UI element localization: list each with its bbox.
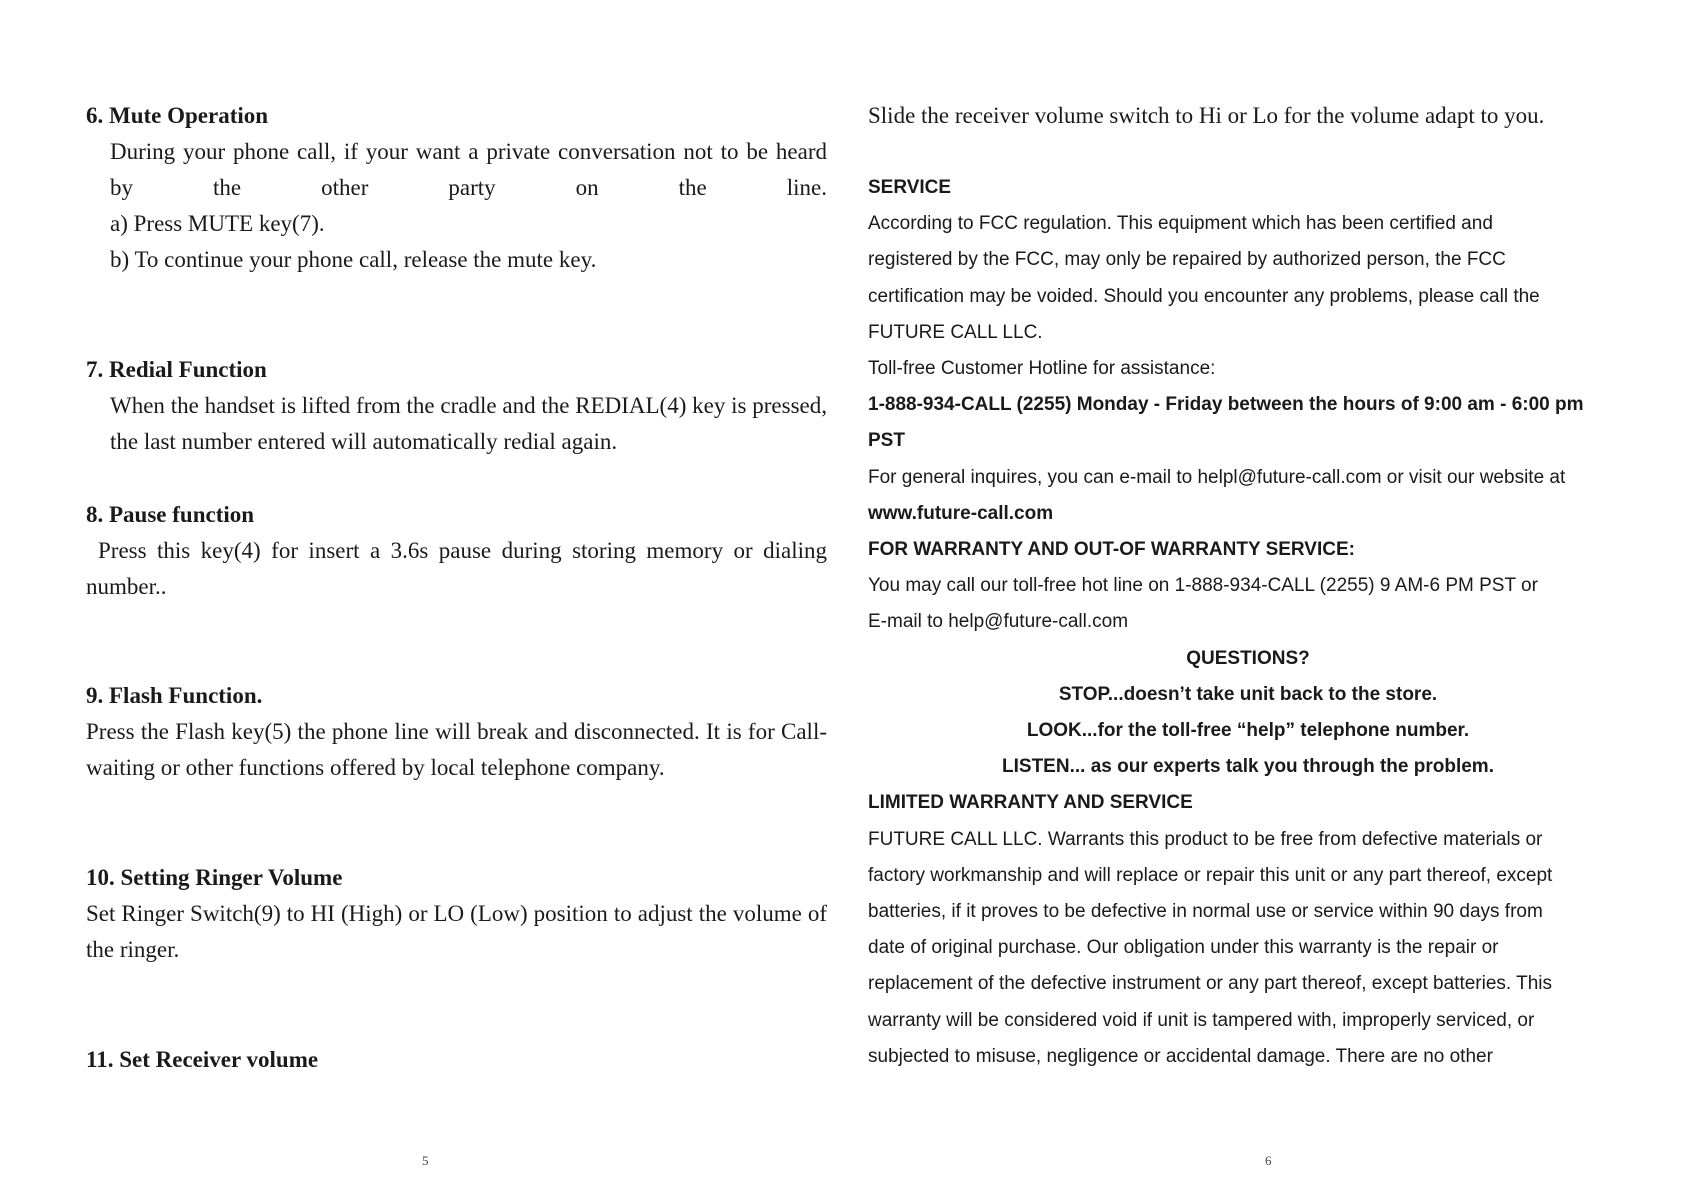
questions-heading: QUESTIONS?: [1186, 647, 1310, 669]
right-page: [868, 0, 1628, 1190]
text-line: subjected to misuse, negligence or accidental damage. There are no other: [868, 1045, 1493, 1067]
section-heading: 7. Redial Function: [86, 357, 267, 382]
hotline-timezone: PST: [868, 430, 905, 452]
limited-warranty-heading: LIMITED WARRANTY AND SERVICE: [868, 792, 1193, 814]
page-number-right: 6: [1265, 1153, 1272, 1168]
text-line: factory workmanship and will replace or repair this unit or any part thereof, except: [868, 864, 1553, 886]
left-page: [86, 0, 827, 1190]
section-mute-operation: [86, 98, 827, 278]
website-link[interactable]: www.future-call.com: [868, 502, 1054, 524]
section-paragraph: Press this key(4) for insert a 3.6s pause during storing memory or dialing number..: [86, 538, 827, 600]
text-line: certification may be voided. Should you encounter any problems, please call the: [868, 285, 1540, 307]
page-number-left: 5: [422, 1153, 429, 1168]
text-line: Toll-free Customer Hotline for assistance:: [868, 358, 1216, 380]
text-line: You may call our toll-free hot line on 1-888-934-CALL (2255) 9 AM-6 PM PST or: [868, 575, 1538, 597]
section-paragraph: a) Press MUTE key(7).: [110, 211, 325, 236]
text-line: FUTURE CALL LLC. Warrants this product to be free from defective materials or: [868, 828, 1543, 850]
section-paragraph: Set Ringer Switch(9) to HI (High) or LO (Low) position to adjust the volume of the ringer.: [86, 901, 827, 963]
section-flash-function: [86, 678, 827, 786]
service-block: [868, 170, 1628, 1075]
section-paragraph: When the handset is lifted from the cradle and the REDIAL(4) key is pressed, the last number entered will automatically redial again.: [110, 393, 827, 455]
section-heading: 8. Pause function: [86, 502, 255, 527]
section-heading: 9. Flash Function.: [86, 683, 263, 708]
service-heading: SERVICE: [868, 177, 952, 198]
section-heading: 11. Set Receiver volume: [86, 1047, 319, 1072]
section-paragraph: During your phone call, if your want a private conversation not to be heard by the other party on the line.: [110, 139, 827, 201]
listen-line: LISTEN... as our experts talk you through the problem.: [1002, 756, 1494, 778]
hotline-number: 1-888-934-CALL (2255) Monday - Friday between the hours of 9:00 am - 6:00 pm: [868, 394, 1584, 416]
section-ringer-volume: [86, 860, 827, 968]
text-line: FUTURE CALL LLC.: [868, 321, 1043, 343]
section-paragraph: b) To continue your phone call, release the mute key.: [110, 247, 597, 273]
receiver-volume-instruction: Slide the receiver volume switch to Hi or Lo for the volume adapt to you.: [868, 103, 1545, 128]
section-pause-function: [86, 497, 827, 605]
section-paragraph: Press the Flash key(5) the phone line will break and disconnected. It is for Call-waiting or other functions offered by local telephone company.: [86, 719, 827, 781]
text-line: warranty will be considered void if unit is tampered with, improperly serviced, or: [868, 1009, 1535, 1031]
text-line: According to FCC regulation. This equipment which has been certified and: [868, 213, 1493, 235]
text-line: registered by the FCC, may only be repaired by authorized person, the FCC: [868, 249, 1506, 271]
text-line: date of original purchase. Our obligation under this warranty is the repair or: [868, 937, 1499, 959]
section-heading: 10. Setting Ringer Volume: [86, 865, 343, 890]
email-line: E-mail to help@future-call.com: [868, 611, 1129, 633]
stop-line: STOP...doesn’t take unit back to the store.: [1058, 683, 1438, 705]
section-redial-function: [86, 352, 827, 460]
section-receiver-volume: [86, 1042, 827, 1078]
section-heading: 6. Mute Operation: [86, 103, 269, 128]
text-line: batteries, if it proves to be defective in normal use or service within 90 days from: [868, 901, 1543, 923]
warranty-service-heading: FOR WARRANTY AND OUT-OF WARRANTY SERVICE:: [868, 539, 1355, 561]
look-line: LOOK...for the toll-free “help” telephone number.: [1026, 720, 1470, 742]
text-line: For general inquires, you can e-mail to helpl@future-call.com or visit our website at: [868, 466, 1566, 488]
text-line: replacement of the defective instrument or any part thereof, except batteries. This: [868, 973, 1553, 995]
